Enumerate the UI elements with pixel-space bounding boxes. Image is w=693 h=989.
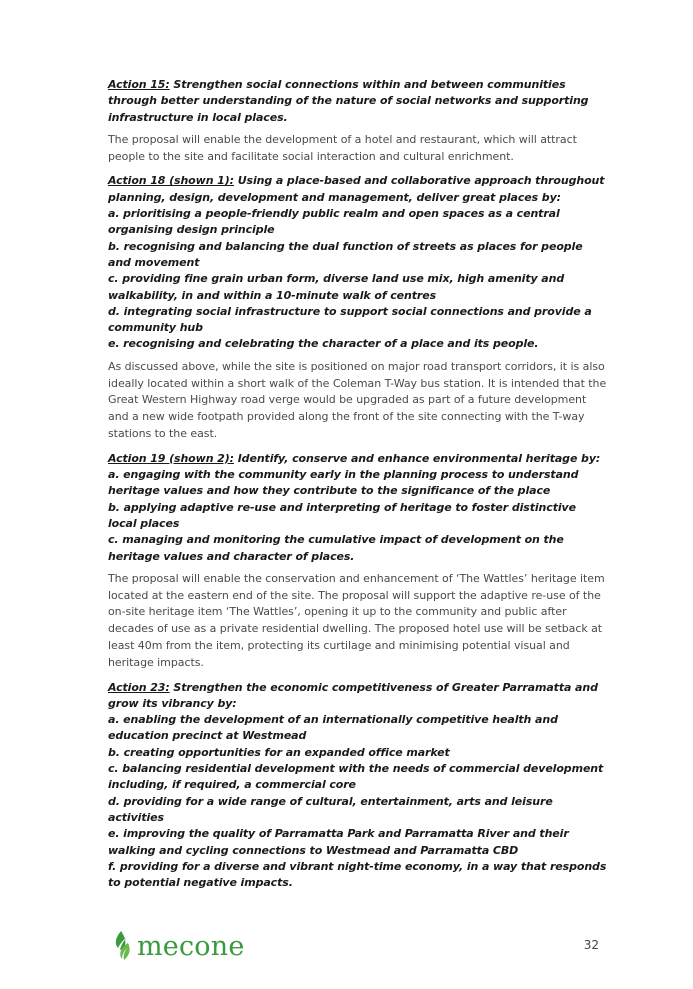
- page-number: 32: [583, 938, 599, 952]
- action-label: Action 23:: [108, 680, 170, 694]
- logo-text: mecone: [137, 930, 245, 962]
- mecone-logo: [112, 926, 245, 966]
- action-response: The proposal will enable the conservation and enhancement of ‘The Wattles’ heritage item located at the eastern end of the site. The proposal will support the adaptive re-use of the on-site heritage item ‘The Wattles’, opening it up to the community and public after decades of use as a private residential dwelling. The proposed hotel use will be setback at least 40m from the item, protecting its curtilage and minimising potential visual and heritage impacts.: [108, 571, 605, 669]
- action-item: f. providing for a diverse and vibrant night-time economy, in a way that responds to potential negative impacts.: [108, 859, 607, 890]
- action-text: Strengthen social connections within and between communities through better understanding of the nature of social networks and supporting infrastructure in local places.: [108, 78, 589, 124]
- action-label: Action 19 (shown 2):: [108, 451, 234, 465]
- action-label: Action 15:: [108, 78, 170, 91]
- action-item: e. improving the quality of Parramatta Park and Parramatta River and their walking and cycling connections to Westmead and Parramatta CBD: [108, 827, 569, 857]
- action-item: b. creating opportunities for an expanded office market: [108, 745, 450, 759]
- action-block: [108, 77, 608, 126]
- action-item: b. recognising and balancing the dual function of streets as places for people and movement: [108, 239, 583, 269]
- action-block: [108, 451, 608, 565]
- action-item: c. balancing residential development with the needs of commercial development including, if required, a commercial core: [108, 762, 604, 792]
- action-item: c. providing fine grain urban form, diverse land use mix, high amenity and walkability, in and within a 10-minute walk of centres: [108, 272, 565, 302]
- leaf-icon: [112, 929, 134, 963]
- action-block: [108, 173, 608, 352]
- page-content: [108, 77, 608, 897]
- action-text: Identify, conserve and enhance environmental heritage by:: [237, 451, 601, 465]
- action-item: a. prioritising a people-friendly public realm and open spaces as a central organising design principle: [108, 207, 560, 237]
- action-block: [108, 680, 608, 892]
- action-item: d. providing for a wide range of cultural, entertainment, arts and leisure activities: [108, 794, 553, 824]
- action-item: a. enabling the development of an internationally competitive health and education precinct at Westmead: [108, 713, 558, 743]
- action-item: e. recognising and celebrating the character of a place and its people.: [108, 337, 539, 351]
- action-item: a. engaging with the community early in the planning process to understand heritage values and how they contribute to the significance of the place: [108, 468, 579, 498]
- action-text: Strengthen the economic competitiveness of Greater Parramatta and grow its vibrancy by:: [108, 680, 598, 710]
- action-item: d. integrating social infrastructure to support social connections and provide a community hub: [108, 304, 592, 335]
- action-response: The proposal will enable the development of a hotel and restaurant, which will attract people to the site and facilitate social interaction and cultural enrichment.: [108, 132, 577, 163]
- action-text: Using a place-based and collaborative approach throughout planning, design, development and management, deliver great places by:: [108, 174, 605, 204]
- action-item: c. managing and monitoring the cumulative impact of development on the heritage values and character of places.: [108, 533, 564, 563]
- action-response: As discussed above, while the site is positioned on major road transport corridors, it is also ideally located within a short walk of the Coleman T-Way bus station. It is intended that the Great Western Highway road verge would be upgraded as part of a future development and a new wide footpath provided along the front of the site connecting with the T-way stations to the east.: [108, 359, 607, 440]
- action-label: Action 18 (shown 1):: [108, 174, 234, 188]
- action-item: b. applying adaptive re-use and interpreting of heritage to foster distinctive local places: [108, 500, 576, 530]
